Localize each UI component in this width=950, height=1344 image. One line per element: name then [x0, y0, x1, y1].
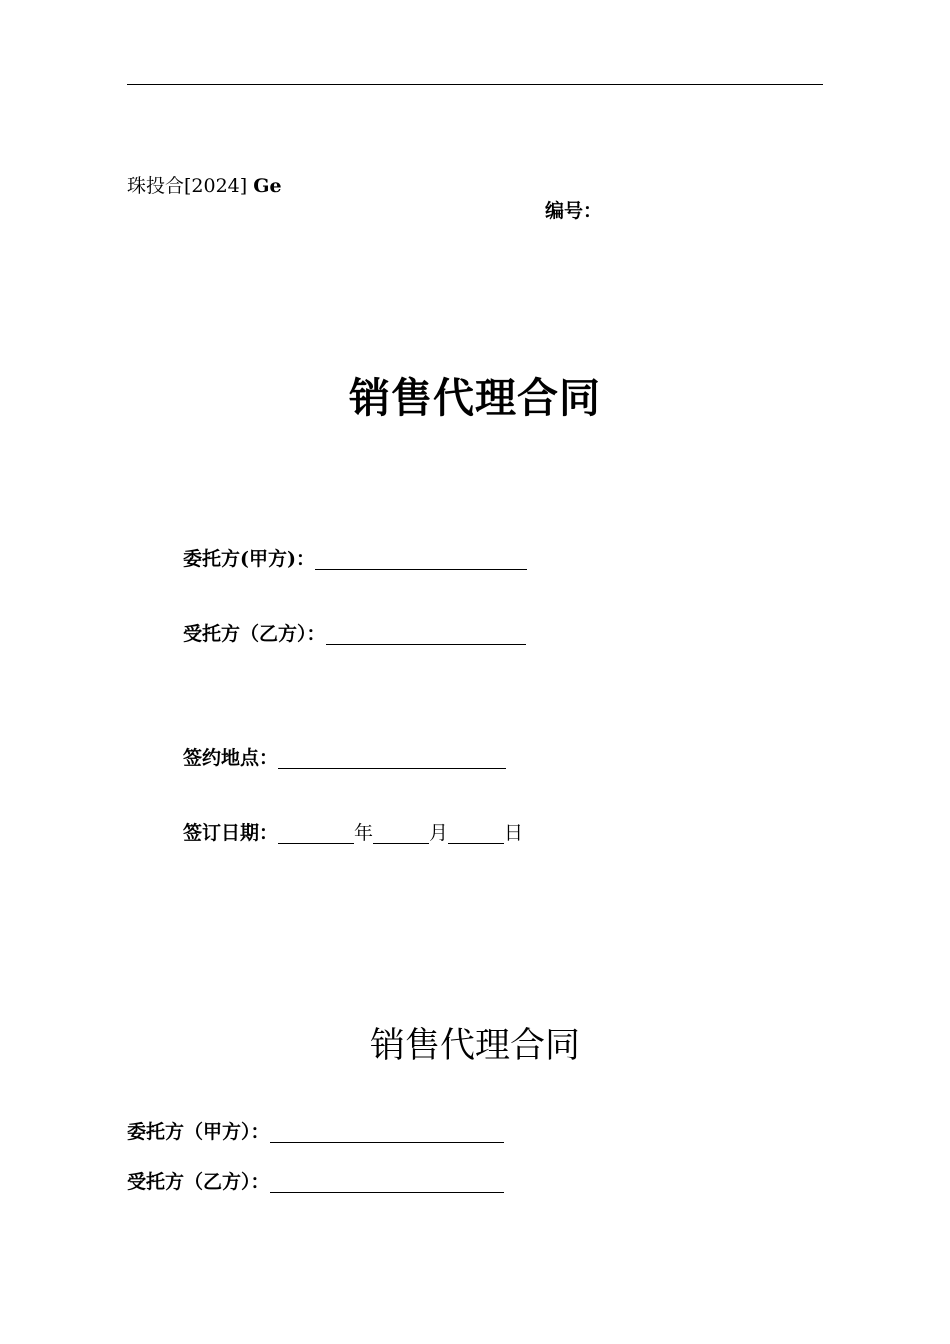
cover-party-b-label: 受托方（乙方）： [183, 623, 326, 645]
body-party-b-blank[interactable] [270, 1172, 504, 1193]
body-party-b-label: 受托方（乙方）： [127, 1171, 270, 1193]
signing-month-blank[interactable] [373, 823, 429, 844]
header-rule [127, 84, 823, 85]
serial-number-label: 编号： [545, 200, 603, 222]
year-unit: 年 [354, 822, 374, 844]
signing-year-blank[interactable] [278, 823, 354, 844]
signing-place-label: 签约地点： [183, 747, 279, 769]
signing-place-field [183, 745, 506, 771]
signing-date-field [183, 820, 523, 846]
body-party-a-blank[interactable] [270, 1122, 504, 1143]
body-party-a-field [127, 1119, 504, 1145]
document-code [127, 174, 282, 198]
body-party-b-field [127, 1169, 504, 1195]
cover-party-a-blank[interactable] [315, 549, 527, 570]
signing-place-blank[interactable] [278, 748, 506, 769]
body-title: 销售代理合同 [369, 1026, 580, 1066]
cover-party-b-blank[interactable] [326, 624, 526, 645]
month-unit: 月 [429, 822, 449, 844]
cover-title: 销售代理合同 [349, 374, 601, 422]
cover-party-a-field [183, 546, 527, 572]
day-unit: 日 [504, 822, 524, 844]
body-party-a-label: 委托方（甲方）： [127, 1121, 270, 1143]
signing-day-blank[interactable] [448, 823, 504, 844]
document-code-suffix: Ge [253, 175, 282, 197]
cover-party-a-label: 委托方(甲方)： [183, 548, 315, 570]
cover-party-b-field [183, 621, 526, 647]
document-code-prefix: 珠投合[2024] [127, 175, 248, 197]
signing-date-label: 签订日期： [183, 822, 279, 844]
